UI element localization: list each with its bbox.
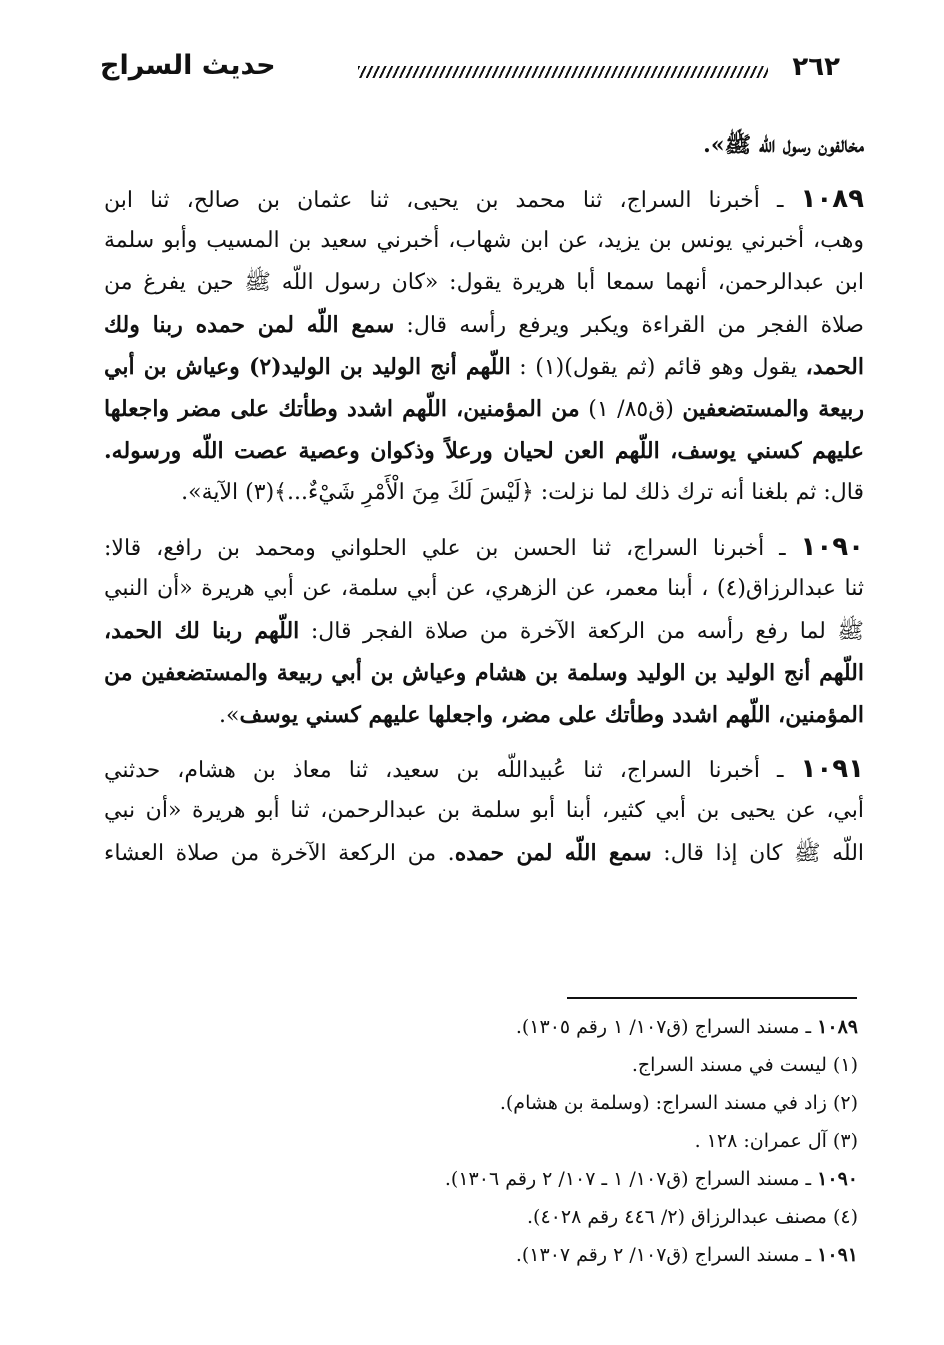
hadith-number: ١٠٩١ (800, 754, 864, 784)
bold-text: اللّهم أنج الوليد بن الوليد(٢) وعياش بن أبي (104, 354, 511, 380)
bold-text: ربيعة والمستضعفين (682, 396, 864, 422)
bold-text: المؤمنين، اللّهم اشدد وطأتك على مضر، واجعلها عليهم كسني يوسف (239, 702, 864, 728)
header-hatched-rule (358, 66, 768, 78)
text-segment: وهب، أخبرني يونس بن يزيد، عن ابن شهاب، أخبرني سعيد بن المسيب وأبو سلمة (104, 228, 864, 253)
text-line (104, 388, 864, 430)
text-line (104, 694, 864, 736)
text-segment: ـ أخبرنا السراج، ثنا عُبيداللّه بن سعيد، ثنا معاذ بن هشام، حدثني (104, 758, 801, 783)
bold-text: سمع اللّه لمن حمده ربنا ولك (104, 312, 395, 338)
text-segment: ـ مسند السراج (ق١٠٧/ ١ ـ ١٠٧/ ٢ رقم ١٣٠٦). (444, 1168, 818, 1190)
text-segment: (٣) آل عمران: ١٢٨ . (694, 1130, 858, 1152)
text-line (104, 124, 864, 166)
bold-text: مخالفون رسول اللّه ﷺ». (703, 132, 864, 158)
text-line (104, 610, 864, 652)
text-segment: (ق٨٥/ ١) (579, 397, 683, 422)
footnote (338, 1122, 858, 1160)
text-line (104, 526, 864, 568)
footnote (338, 1236, 858, 1274)
bold-text: من المؤمنين، اللّهم اشدد وطأتك على مضر واجعلها (104, 396, 580, 422)
paragraph-gap (104, 514, 864, 526)
text-line (104, 220, 864, 262)
bold-text: الحمد، (805, 354, 864, 380)
text-segment: صلاة الفجر من القراءة ويكبر ويرفع رأسه قال: (394, 313, 864, 338)
page-number: ٢٦٢ (792, 52, 840, 82)
text-segment: أبي، عن يحيى بن أبي كثير، أبنا أبو سلمة بن عبدالرحمن، ثنا أبو هريرة «أن نبي (104, 798, 864, 823)
footnote (338, 1008, 858, 1046)
running-title: حديث السراج (100, 50, 276, 81)
bold-text: ١٠٨٩ (817, 1016, 858, 1038)
text-line (104, 568, 864, 610)
text-segment: يقول وهو قائم (ثم يقول)(١) : (510, 355, 806, 380)
footnote (338, 1084, 858, 1122)
footnote (338, 1046, 858, 1084)
text-line (104, 472, 864, 514)
hadith-number: ١٠٨٩ (800, 184, 864, 214)
text-line (104, 262, 864, 304)
text-segment: ابن عبدالرحمن، أنهما سمعا أبا هريرة يقول: «كان رسول اللّه ﷺ حين يفرغ من (104, 270, 864, 295)
text-segment: (٤) مصنف عبدالرزاق (٢/ ٤٤٦ رقم ٤٠٢٨). (527, 1206, 858, 1228)
page-header (100, 46, 840, 86)
text-line (104, 430, 864, 472)
bold-text: ١٠٩٠ (817, 1168, 858, 1190)
text-line (104, 748, 864, 790)
paragraph-gap (104, 166, 864, 178)
bold-text: ١٠٩١ (817, 1244, 858, 1266)
text-segment: (٢) زاد في مسند السراج: (وسلمة بن هشام). (499, 1092, 858, 1114)
text-segment: ـ مسند السراج (ق١٠٧/ ٢ رقم ١٣٠٧). (515, 1244, 818, 1266)
text-segment: (١) ليست في مسند السراج. (631, 1054, 858, 1076)
text-segment: ﷺ لما رفع رأسه من الركعة الآخرة من صلاة الفجر قال: (299, 619, 864, 644)
paragraph-gap (104, 736, 864, 748)
text-line (104, 832, 864, 874)
footnote (338, 1160, 858, 1198)
text-line (104, 790, 864, 832)
bold-text: اللّهم ربنا لك الحمد، (104, 618, 300, 644)
bold-text: عليهم كسني يوسف، اللّهم العن لحيان ورعلاً وذكوان وعصية عصت اللّه ورسوله. (104, 438, 864, 464)
text-segment: ـ أخبرنا السراج، ثنا الحسن بن علي الحلواني ومحمد بن رافع، قالا: (104, 536, 801, 561)
footnotes (338, 1008, 858, 1274)
text-line (104, 178, 864, 220)
text-line (104, 304, 864, 346)
text-line (104, 346, 864, 388)
hadith-number: ١٠٩٠ (800, 532, 864, 562)
bold-text: اللّهم أنج الوليد بن الوليد وسلمة بن هشام وعياش بن أبي ربيعة والمستضعفين من (104, 660, 864, 686)
text-line (104, 652, 864, 694)
bold-text: سمع اللّه لمن حمده (454, 840, 652, 866)
text-segment: اللّه ﷺ كان إذا قال: (651, 841, 864, 866)
text-segment: قال: ثم بلغنا أنه ترك ذلك لما نزلت: ﴿لَيْسَ لَكَ مِنَ الْأَمْرِ شَيْءٌ...﴾(٣) الآية». (181, 480, 864, 505)
footnote (338, 1198, 858, 1236)
text-segment: ـ أخبرنا السراج، ثنا محمد بن يحيى، ثنا عثمان بن صالح، ثنا ابن (104, 188, 801, 213)
main-text (104, 124, 864, 874)
text-segment: ثنا عبدالرزاق(٤) ، أبنا معمر، عن الزهري، عن أبي سلمة، عن أبي هريرة «أن النبي (104, 576, 864, 601)
text-segment: ». (219, 703, 240, 728)
text-segment: . من الركعة الآخرة من صلاة العشاء (104, 841, 455, 866)
footnote-separator (567, 997, 857, 999)
text-segment: ـ مسند السراج (ق١٠٧/ ١ رقم ١٣٠٥). (515, 1016, 818, 1038)
